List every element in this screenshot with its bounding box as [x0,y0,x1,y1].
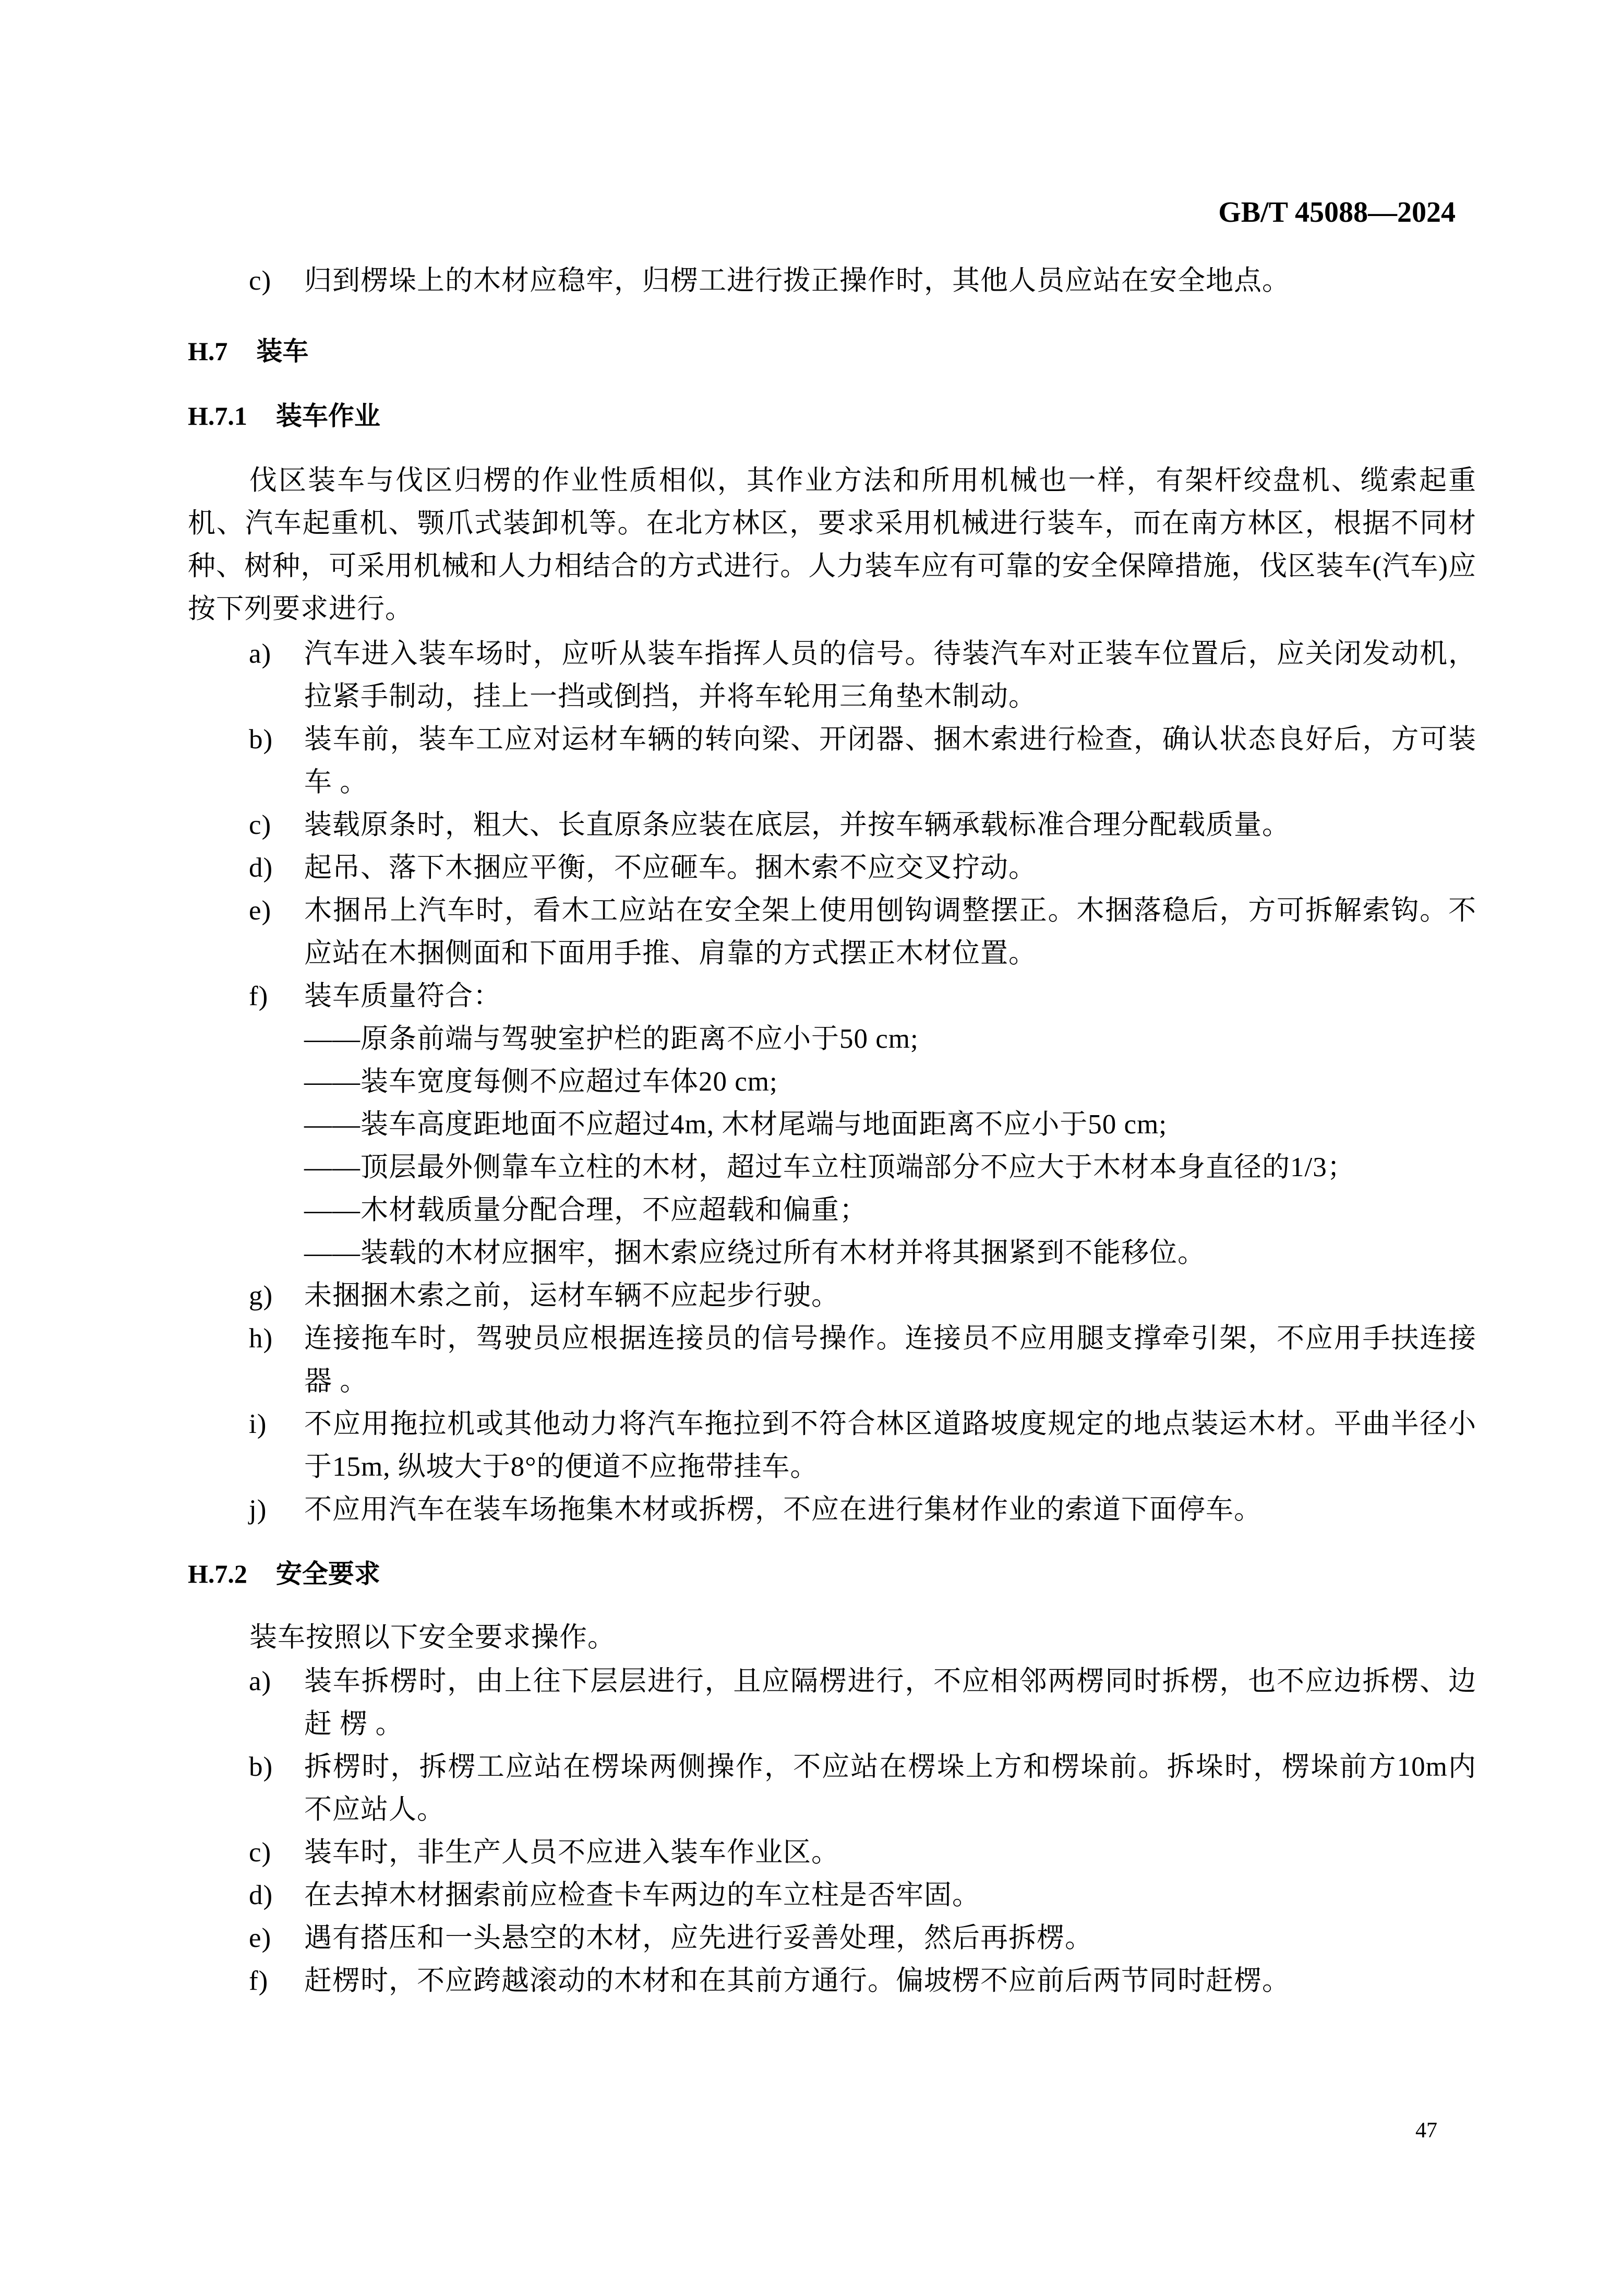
dash-list [188,1018,1476,1274]
list-item [188,975,1476,1018]
list-item-text: 装车拆楞时，由上往下层层进行，且应隔楞进行，不应相邻两楞同时拆楞，也不应边拆楞、边赶 楞 。 [304,1666,1476,1739]
list-item-marker: d) [249,1880,273,1910]
list-item [188,1317,1476,1403]
list-item-text: 不应用拖拉机或其他动力将汽车拖拉到不符合林区道路坡度规定的地点装运木材。平曲半径小于15m, 纵坡大于8°的便道不应拖带挂车。 [304,1409,1476,1482]
list-item-text: 遇有搭压和一头悬空的木材，应先进行妥善处理，然后再拆楞。 [304,1923,1093,1953]
list-item-text: 不应用汽车在装车场拖集木材或拆楞，不应在进行集材作业的索道下面停车。 [304,1494,1262,1525]
section-number: H.7 [188,337,228,366]
list-item [188,1831,1476,1874]
section-title: 装车 [256,337,309,366]
list-item [188,1959,1476,2002]
dash-list-item: ——木材载质量分配合理，不应超载和偏重； [304,1195,868,1225]
list-item [188,259,1476,302]
dash-list-item: ——装载的木材应捆牢，捆木索应绕过所有木材并将其捆紧到不能移位。 [304,1238,1206,1268]
list-item [188,846,1476,889]
list-item-text: 连接拖车时，驾驶员应根据连接员的信号操作。连接员不应用腿支撑牵引架，不应用手扶连接 器 。 [304,1323,1476,1396]
list-item [188,1274,1476,1317]
ordered-list [188,1660,1476,2002]
list-item-text: 归到楞垛上的木材应稳牢，归楞工进行拨正操作时，其他人员应站在安全地点。 [304,266,1290,296]
list-item-marker: f) [249,1966,269,1996]
list-item [188,1403,1476,1488]
intro-paragraph: 伐区装车与伐区归楞的作业性质相似，其作业方法和所用机械也一样，有架杆绞盘机、缆索起重机、汽车起重机、颚爪式装卸机等。在北方林区，要求采用机械进行装车，而在南方林区，根据不同材种、树种，可采用机械和人力相结合的方式进行。人力装车应有可靠的安全保障措施，伐区装车(汽车)应按下列要求进行。 [188,465,1476,624]
list-item-marker: a) [249,1666,272,1696]
list-item-marker: i) [249,1409,267,1439]
list-item-marker: b) [249,1752,273,1782]
list-item-text: 在去掉木材捆索前应检查卡车两边的车立柱是否牢固。 [304,1880,980,1910]
list-item-marker: c) [249,810,272,840]
list-item [188,1745,1476,1831]
list-item-marker: j) [249,1494,267,1525]
dash-list-item: ——装车宽度每侧不应超过车体20 cm; [304,1067,778,1097]
section-heading-h71 [188,394,1476,437]
list-item-text: 装车时，非生产人员不应进入装车作业区。 [304,1837,839,1868]
list-item-marker: e) [249,895,272,926]
list-item-marker: h) [249,1323,273,1354]
list-item [188,1660,1476,1745]
section-title: 安全要求 [275,1559,380,1588]
page-content [188,0,1476,2002]
section-title: 装车作业 [275,401,380,430]
list-item [188,718,1476,804]
list-item [188,804,1476,846]
list-item-text: 未捆捆木索之前，运材车辆不应起步行驶。 [304,1281,839,1311]
section-number: H.7.2 [188,1559,247,1588]
standard-number-header: GB/T 45088—2024 [1218,196,1456,229]
list-item [188,632,1476,718]
section-heading-h7 [188,330,1476,373]
list-item-text: 汽车进入装车场时，应听从装车指挥人员的信号。待装汽车对正装车位置后，应关闭发动机，拉紧手制动，挂上一挡或倒挡，并将车轮用三角垫木制动。 [304,639,1476,712]
list-item-text: 拆楞时，拆楞工应站在楞垛两侧操作，不应站在楞垛上方和楞垛前。拆垛时，楞垛前方10m内不应站人。 [304,1752,1476,1825]
list-item-marker: c) [249,1837,272,1868]
list-item-text: 装车质量符合： [304,981,501,1011]
page-number: 47 [1415,2119,1437,2143]
list-item-text: 木捆吊上汽车时，看木工应站在安全架上使用刨钩调整摆正。木捆落稳后，方可拆解索钩。不应站在木捆侧面和下面用手推、肩靠的方式摆正木材位置。 [304,895,1476,968]
list-item-text: 装载原条时，粗大、长直原条应装在底层，并按车辆承载标准合理分配载质量。 [304,810,1290,840]
intro-paragraph: 装车按照以下安全要求操作。 [249,1622,616,1653]
dash-list-item: ——顶层最外侧靠车立柱的木材，超过车立柱顶端部分不应大于木材本身直径的1/3； [304,1152,1355,1182]
list-item-marker: d) [249,853,273,883]
list-item-marker: f) [249,981,269,1011]
list-item-marker: a) [249,639,272,669]
section-heading-h72 [188,1552,1476,1595]
dash-list-item: ——原条前端与驾驶室护栏的距离不应小于50 cm; [304,1024,919,1054]
list-item-text: 起吊、落下木捆应平衡，不应砸车。捆木索不应交叉拧动。 [304,853,1037,883]
ordered-list [188,632,1476,1018]
list-item-text: 赶楞时，不应跨越滚动的木材和在其前方通行。偏坡楞不应前后两节同时赶楞。 [304,1966,1290,1996]
list-item [188,889,1476,975]
section-number: H.7.1 [188,401,247,430]
list-item [188,1874,1476,1917]
list-item-marker: c) [249,266,272,296]
list-item [188,1917,1476,1959]
list-item [188,1488,1476,1531]
ordered-list-continued [188,1274,1476,1531]
dash-list-item: ——装车高度距地面不应超过4m, 木材尾端与地面距离不应小于50 cm; [304,1109,1167,1140]
list-item-marker: e) [249,1923,272,1953]
list-item-marker: g) [249,1281,273,1311]
list-item-text: 装车前，装车工应对运材车辆的转向梁、开闭器、捆木索进行检查，确认状态良好后，方可装 车 。 [304,724,1476,797]
list-item-marker: b) [249,724,273,755]
